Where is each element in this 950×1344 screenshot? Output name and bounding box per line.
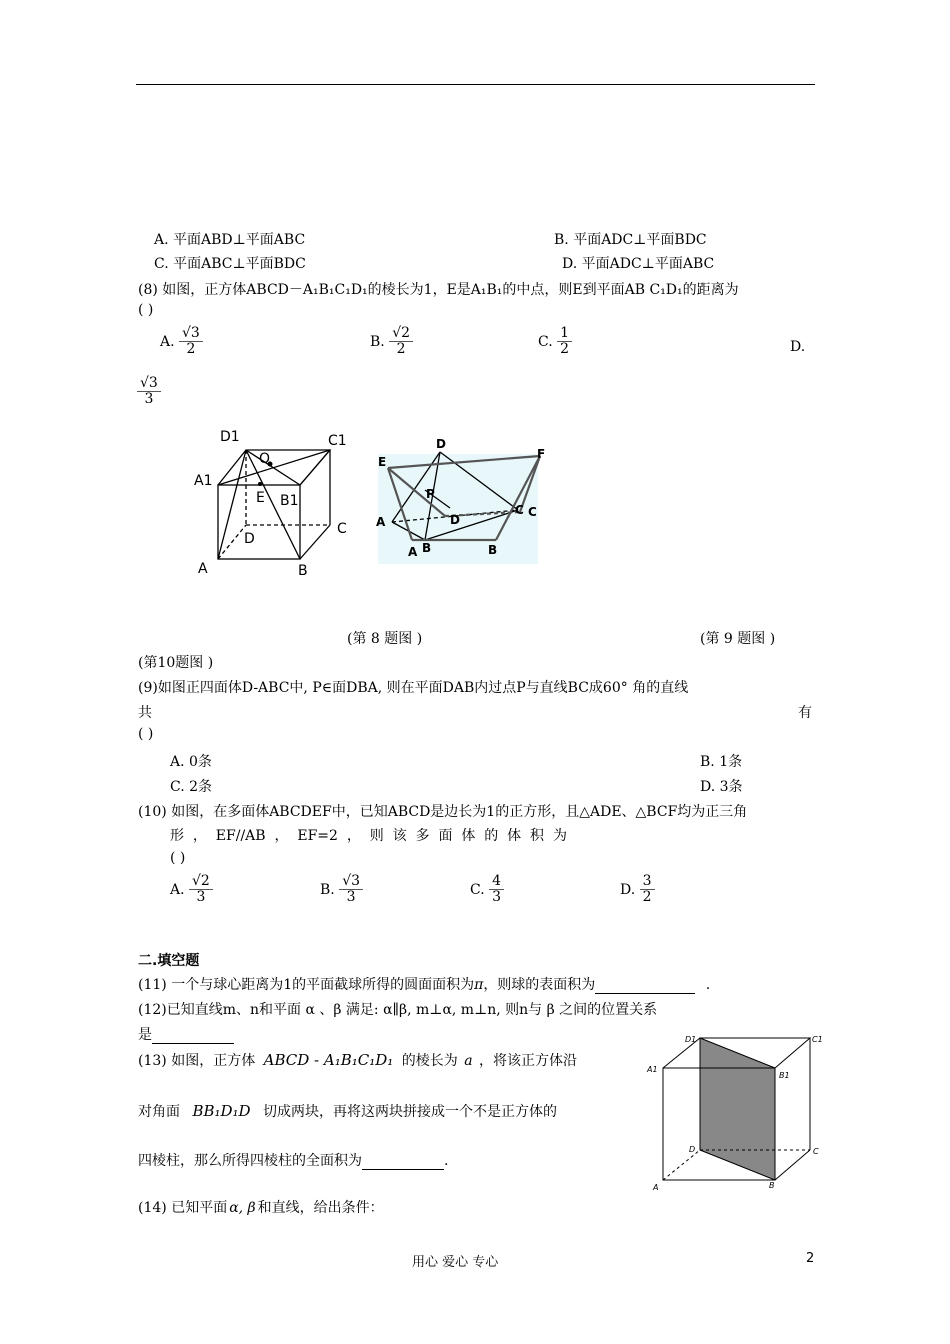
- q9-option-d: D. 3条: [700, 779, 743, 795]
- q12-line2: 是: [138, 1024, 234, 1044]
- fig13-label-c: C: [813, 1147, 819, 1156]
- fig8-label-c: C: [337, 521, 347, 537]
- fig8-label-a1: A1: [194, 473, 213, 489]
- fig8-label-d: D: [244, 531, 255, 547]
- fig8-label-o: O: [259, 451, 271, 467]
- caption-fig8: (第 8 题图 ): [347, 631, 423, 647]
- fig9-label-c2: C: [528, 505, 537, 519]
- caption-fig10: (第10题图 ): [138, 655, 214, 671]
- fig13-label-d1: D1: [685, 1035, 697, 1044]
- fig13-label-d: D: [689, 1145, 696, 1154]
- q8-option-d-value: $\frac{√3}{3}$: [137, 376, 161, 408]
- fig13-label-c1: C1: [812, 1035, 823, 1044]
- fig13-label-b1: B1: [779, 1071, 790, 1080]
- fig9-label-a: A: [376, 515, 386, 529]
- q13-line1: (13) 如图，正方体 ABCD - A₁B₁C₁D₁ 的棱长为 a ，将该正方体沿: [138, 1051, 578, 1069]
- fig8-label-c1: C1: [328, 433, 347, 449]
- q10-option-d: D. $\frac{3}{2}$: [620, 874, 655, 906]
- q11-text: (11) 一个与球心距离为1的平面截球所得的圆面面积为π，则球的表面积为 .: [138, 977, 711, 993]
- q10-option-c: C. $\frac{4}{3}$: [470, 874, 504, 906]
- fig8-label-b: B: [298, 563, 308, 579]
- fig9-label-f: F: [537, 447, 546, 461]
- figure-8-cube: [190, 425, 360, 585]
- fig9-label-p: P: [426, 487, 435, 501]
- fig8-label-a: A: [198, 561, 208, 577]
- q9-option-a: A. 0条: [170, 754, 212, 770]
- q9-paren: ( ): [138, 726, 154, 742]
- q9-stem: (9)如图正四面体D-ABC中, P∈面DBA, 则在平面DAB内过点P与直线BC成60° 角的直线: [138, 680, 689, 696]
- fig9-label-b: B: [422, 541, 432, 555]
- q7-option-d: D. 平面ADC⊥平面ABC: [562, 256, 715, 272]
- footer-text: 用心 爱心 专心: [412, 1255, 499, 1270]
- q10-stem: (10) 如图，在多面体ABCDEF中，已知ABCD是边长为1的正方形，且△ADE、△BCF均为正三角: [138, 804, 748, 820]
- q10-option-b: B. $\frac{√3}{3}$: [320, 874, 363, 906]
- fig9-label-d-top: D: [436, 437, 446, 451]
- q8-option-b: B. $\frac{√2}{2}$: [370, 326, 413, 358]
- fig9-label-b2: B: [488, 543, 498, 557]
- fig8-label-e: E: [256, 490, 265, 506]
- q9-line2-right: 有: [798, 705, 812, 721]
- fig8-label-d1: D1: [220, 429, 240, 445]
- q8-option-a: A. $\frac{√3}{2}$: [160, 326, 203, 358]
- q12-line1: (12)已知直线m、n和平面 α 、β 满足: α∥β, m⊥α, m⊥n, 则n与 β 之间的位置关系: [138, 1002, 658, 1018]
- q7-option-a: A. 平面ABD⊥平面ABC: [154, 232, 306, 248]
- figure-13-cube: [645, 1030, 825, 1190]
- q7-option-c: C. 平面ABC⊥平面BDC: [154, 256, 306, 272]
- caption-fig9: (第 9 题图 ): [700, 631, 776, 647]
- q8-option-c: C. $\frac{1}{2}$: [538, 326, 572, 358]
- fig13-label-a: A: [653, 1183, 659, 1190]
- q7-option-b: B. 平面ADC⊥平面BDC: [554, 232, 707, 248]
- q10-paren: ( ): [170, 850, 186, 866]
- page-number: 2: [806, 1251, 815, 1266]
- q9-option-b: B. 1条: [700, 754, 743, 770]
- q9-option-c: C. 2条: [170, 779, 213, 795]
- q9-line2-left: 共: [138, 705, 152, 721]
- fig9-label-c1: C: [515, 503, 524, 517]
- q14-text: (14) 已知平面 α, β 和直线，给出条件：: [138, 1200, 384, 1216]
- fig8-label-b1: B1: [280, 493, 299, 509]
- fig9-label-e: E: [378, 455, 387, 469]
- q8-option-d-label: D.: [790, 339, 806, 355]
- q10-option-a: A. $\frac{√2}{3}$: [170, 874, 213, 906]
- fig9-label-d-mid: D: [450, 513, 460, 527]
- q8-stem: (8) 如图，正方体ABCD－A₁B₁C₁D₁的棱长为1，E是A₁B₁的中点，则E到平面AB C₁D₁的距离为: [138, 282, 739, 298]
- fig13-label-a1: A1: [647, 1065, 658, 1074]
- fig13-label-b: B: [769, 1181, 775, 1190]
- q13-line3: 四棱柱，那么所得四棱柱的全面积为 .: [138, 1153, 449, 1169]
- fig9-label-a2: A: [408, 545, 418, 559]
- header-rule: [136, 84, 815, 85]
- q10-line2: 形 ， EF//AB ， EF=2 ， 则 该 多 面 体 的 体 积 为: [170, 828, 567, 844]
- figure-9-polyhedron: [370, 432, 560, 572]
- q13-line2: 对角面 BB₁D₁D 切成两块，再将这两块拼接成一个不是正方体的: [138, 1102, 558, 1120]
- q8-paren: ( ): [138, 302, 154, 318]
- section-title-fill-blank: 二.填空题: [138, 953, 200, 969]
